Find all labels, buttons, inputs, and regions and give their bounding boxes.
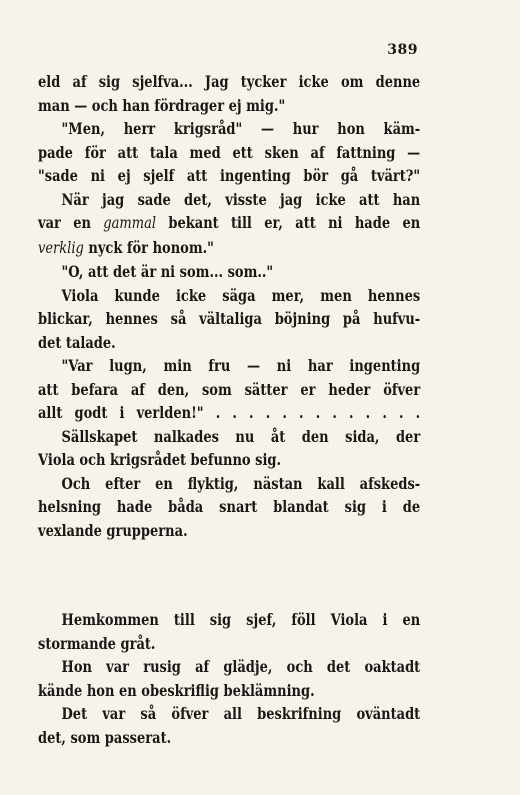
text-line: var en gammal bekant till er, att ni hade en — [38, 213, 421, 232]
text-line: pade för att tala med ett sken af fattning — — [38, 142, 421, 162]
text-section-1 — [38, 70, 420, 542]
text-line: verklig nyck för honom." — [38, 237, 214, 257]
text-line: Det var så öfver all beskrifning oväntadt — [61, 704, 421, 723]
text-line: man — och han fördrager ej mig." — [38, 95, 286, 115]
text-line: Och efter en flyktig, nästan kall afskeds- — [61, 473, 421, 493]
text-line: att befara af den, som sätter er heder öfver — [38, 379, 421, 399]
text-line: "O, att det är ni som... som.." — [61, 262, 274, 281]
text-line: Hon var rusig af glädje, och det oaktadt — [61, 657, 421, 676]
text-line: helsning hade båda snart blandat sig i de — [38, 497, 421, 516]
text-line: "Var lugn, min fru — ni har ingenting — [61, 356, 421, 375]
text-line: Sällskapet nalkades nu åt den sida, der — [61, 426, 421, 446]
text-line: det, som passerat. — [38, 727, 172, 747]
text-line: eld af sig sjelfva... Jag tycker icke om denne — [38, 72, 421, 91]
text-line: Hemkommen till sig sjef, föll Viola i en — [61, 610, 421, 629]
text-line: blickar, hennes så vältaliga böjning på hufvu- — [38, 309, 421, 328]
text-line: kände hon en obeskriflig beklämning. — [38, 680, 315, 700]
text-section-2 — [38, 608, 420, 749]
text-line: Viola och krigsrådet befunno sig. — [38, 450, 282, 469]
text-line: allt godt i verlden!" . . . . . . . . . . . . . — [38, 403, 421, 422]
text-line: "sade ni ej sjelf att ingenting bör gå tvärt?" — [38, 166, 421, 185]
page-number: 389 — [387, 42, 418, 58]
text-line: "Men, herr krigsråd" — hur hon käm- — [61, 119, 421, 138]
text-line: När jag sade det, visste jag icke att han — [61, 189, 421, 209]
text-line: stormande gråt. — [38, 633, 156, 653]
text-line: vexlande grupperna. — [38, 520, 188, 540]
text-line: Viola kunde icke säga mer, men hennes — [61, 285, 421, 305]
text-line: det talade. — [38, 332, 116, 352]
